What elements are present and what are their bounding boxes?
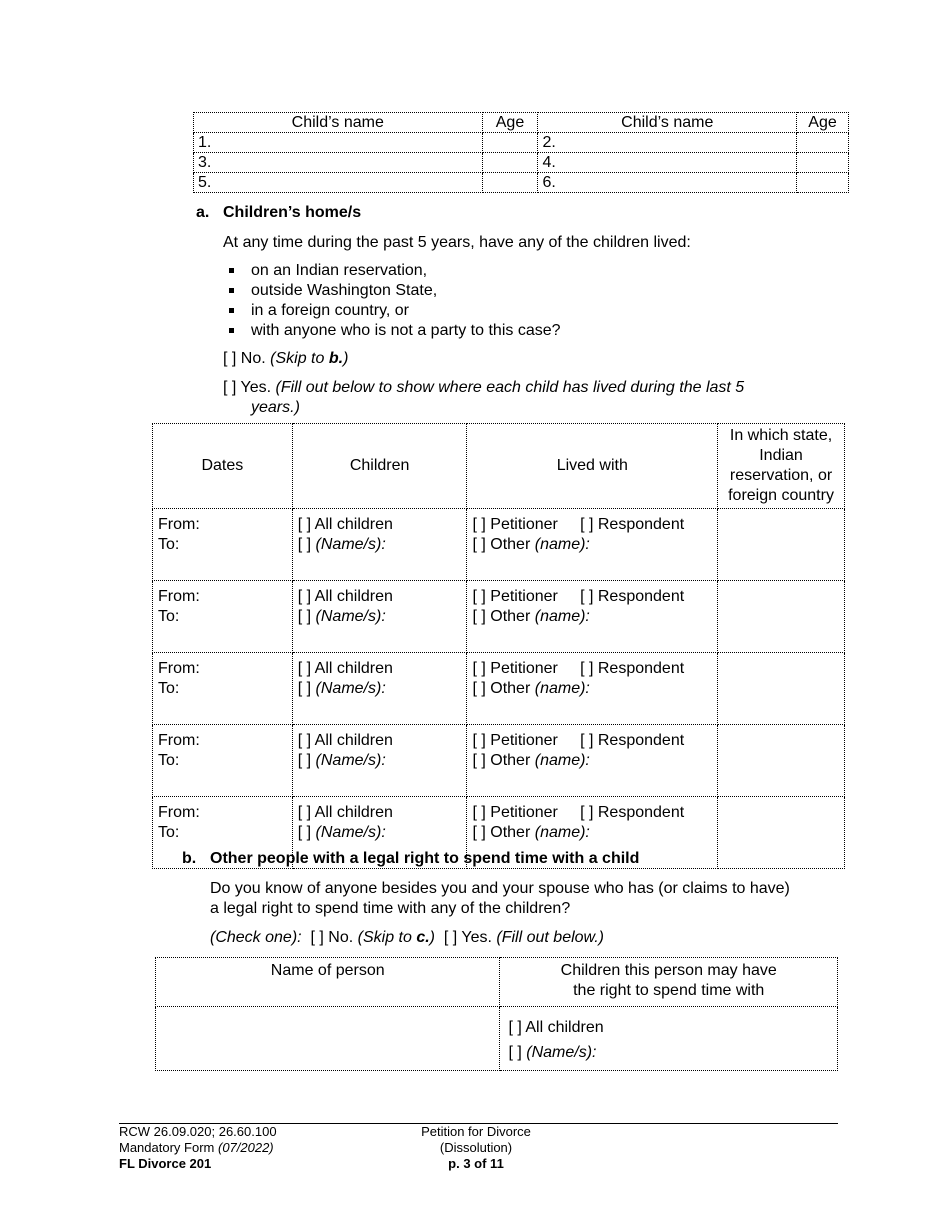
section-b-yes-note: (Fill out below.) (496, 929, 604, 946)
header-location-line1: In which state, (729, 427, 833, 444)
to-label: To: (158, 536, 180, 553)
section-a-no-option (223, 349, 348, 369)
children-cell (292, 725, 467, 797)
location-cell[interactable] (718, 725, 845, 797)
child-name-cell[interactable]: 6. (538, 173, 797, 193)
other-checkbox[interactable]: [ ] Other (472, 536, 531, 553)
section-b-question-line2: a legal right to spend time with any of the children? (210, 900, 571, 917)
other-name-label: (name): (534, 824, 590, 841)
footer-page-number: p. 3 of 11 (448, 1156, 504, 1171)
from-label: From: (158, 660, 200, 677)
children-cell (292, 509, 467, 581)
all-children-checkbox[interactable]: [ ] All children (508, 1019, 604, 1036)
section-a-no-checkbox[interactable]: [ ] (223, 350, 237, 367)
list-item: on an Indian reservation, (223, 261, 561, 281)
child-age-cell[interactable] (797, 173, 849, 193)
skip-note-prefix: (Skip to (270, 350, 329, 367)
other-checkbox[interactable]: [ ] Other (472, 608, 531, 625)
children-cell (292, 581, 467, 653)
names-checkbox[interactable]: [ ] (297, 680, 312, 697)
section-b-no-checkbox[interactable]: [ ] (310, 929, 324, 946)
header-location-line4: foreign country (728, 487, 834, 504)
all-children-checkbox[interactable]: [ ] All children (297, 732, 393, 749)
header-name-of-person: Name of person (156, 958, 500, 1007)
lived-with-cell (467, 509, 718, 581)
skip-note-target: b. (328, 350, 344, 367)
other-checkbox[interactable]: [ ] Other (472, 680, 531, 697)
header-children-rights-line2: the right to spend time with (573, 982, 765, 999)
to-label: To: (158, 752, 180, 769)
location-cell[interactable] (718, 509, 845, 581)
names-checkbox[interactable]: [ ] (508, 1044, 522, 1061)
child-name-cell[interactable]: 3. (194, 153, 483, 173)
other-name-label: (name): (534, 752, 590, 769)
petitioner-checkbox[interactable]: [ ] Petitioner (472, 516, 558, 533)
from-label: From: (158, 804, 200, 821)
header-location (718, 424, 845, 509)
header-age-1: Age (482, 113, 538, 133)
child-age-cell[interactable] (482, 133, 538, 153)
yes-instruction-line2 (251, 398, 300, 418)
section-b-no-label: No. (328, 929, 354, 946)
petitioner-checkbox[interactable]: [ ] Petitioner (472, 588, 558, 605)
names-checkbox[interactable]: [ ] (297, 824, 312, 841)
child-age-cell[interactable] (797, 153, 849, 173)
table-row (194, 133, 849, 153)
skip-note-suffix: ) (429, 929, 435, 946)
list-item: in a foreign country, or (223, 301, 561, 321)
rights-children-cell (500, 1007, 838, 1071)
yes-instruction-line2-text: years.) (251, 399, 300, 416)
lived-with-cell (467, 653, 718, 725)
header-child-name-1: Child’s name (194, 113, 483, 133)
header-children: Children (292, 424, 467, 509)
respondent-checkbox[interactable]: [ ] Respondent (580, 588, 685, 605)
legal-rights-table (155, 957, 838, 1071)
names-checkbox[interactable]: [ ] (297, 608, 312, 625)
petitioner-checkbox[interactable]: [ ] Petitioner (472, 804, 558, 821)
location-cell[interactable] (718, 581, 845, 653)
other-name-label: (name): (534, 536, 590, 553)
table-row (194, 153, 849, 173)
header-location-line2: Indian (759, 447, 803, 464)
respondent-checkbox[interactable]: [ ] Respondent (580, 804, 685, 821)
names-label: (Name/s): (315, 680, 386, 697)
children-list-table (193, 112, 849, 193)
section-b-heading: Other people with a legal right to spend time with a child (210, 850, 640, 867)
header-lived-with: Lived with (467, 424, 718, 509)
list-item: with anyone who is not a party to this case? (223, 321, 561, 341)
footer-form-date: (07/2022) (217, 1140, 274, 1155)
all-children-checkbox[interactable]: [ ] All children (297, 588, 393, 605)
other-name-label: (name): (534, 680, 590, 697)
dates-cell[interactable] (153, 509, 293, 581)
section-a-heading: Children’s home/s (223, 204, 362, 221)
section-a-no-label: No. (240, 350, 266, 367)
header-children-rights-line1: Children this person may have (560, 962, 777, 979)
from-label: From: (158, 732, 200, 749)
header-age-2: Age (797, 113, 849, 133)
footer-title: Petition for Divorce (421, 1124, 531, 1139)
respondent-checkbox[interactable]: [ ] Respondent (580, 516, 685, 533)
section-a-yes-checkbox[interactable]: [ ] (223, 379, 237, 396)
lived-with-cell (467, 581, 718, 653)
child-name-cell[interactable]: 5. (194, 173, 483, 193)
skip-note-suffix: ) (343, 350, 349, 367)
table-row (153, 509, 845, 581)
names-checkbox[interactable]: [ ] (297, 752, 312, 769)
to-label: To: (158, 608, 180, 625)
from-label: From: (158, 588, 200, 605)
section-a-yes-option (223, 378, 744, 398)
section-b-letter: b. (182, 850, 197, 867)
names-label: (Name/s): (526, 1044, 597, 1061)
names-label: (Name/s): (315, 752, 386, 769)
section-b-yes-checkbox[interactable]: [ ] (443, 929, 458, 946)
respondent-checkbox[interactable]: [ ] Respondent (580, 660, 685, 677)
dates-cell[interactable] (153, 581, 293, 653)
header-dates: Dates (153, 424, 293, 509)
table-row (194, 173, 849, 193)
to-label: To: (158, 680, 180, 697)
location-cell[interactable] (718, 797, 845, 869)
section-a-letter: a. (196, 204, 210, 221)
names-checkbox[interactable]: [ ] (297, 536, 312, 553)
section-a-yes-label: Yes. (240, 379, 272, 396)
residence-bullet-list (223, 261, 561, 341)
footer-subtitle: (Dissolution) (439, 1140, 513, 1155)
other-checkbox[interactable]: [ ] Other (472, 752, 531, 769)
child-name-cell[interactable]: 1. (194, 133, 483, 153)
table-row (153, 581, 845, 653)
homes-table-header (153, 424, 845, 509)
child-age-cell[interactable] (797, 133, 849, 153)
person-name-cell[interactable] (156, 1007, 500, 1071)
other-checkbox[interactable]: [ ] Other (472, 824, 531, 841)
from-label: From: (158, 516, 200, 533)
table-row (156, 1007, 838, 1071)
yes-instruction-line1: (Fill out below to show where each child has lived during the last 5 (275, 379, 745, 396)
children-homes-table (152, 423, 845, 869)
footer-statute: RCW 26.09.020; 26.60.100 (119, 1124, 277, 1139)
section-b-question-line1: Do you know of anyone besides you and your spouse who has (or claims to have) (210, 880, 790, 897)
child-name-cell[interactable]: 2. (538, 133, 797, 153)
header-child-name-2: Child’s name (538, 113, 797, 133)
footer-center (396, 1124, 556, 1172)
table-row (153, 653, 845, 725)
all-children-checkbox[interactable]: [ ] All children (297, 660, 393, 677)
respondent-checkbox[interactable]: [ ] Respondent (580, 732, 685, 749)
all-children-checkbox[interactable]: [ ] All children (297, 516, 393, 533)
footer-form-id: FL Divorce 201 (119, 1156, 212, 1171)
children-table-header (194, 113, 849, 133)
lived-with-cell (467, 725, 718, 797)
skip-note-prefix: (Skip to (357, 929, 417, 946)
child-age-cell[interactable] (482, 153, 538, 173)
table-row (153, 725, 845, 797)
petitioner-checkbox[interactable]: [ ] Petitioner (472, 732, 558, 749)
other-name-label: (name): (534, 608, 590, 625)
all-children-checkbox[interactable]: [ ] All children (297, 804, 393, 821)
children-cell (292, 653, 467, 725)
child-name-cell[interactable]: 4. (538, 153, 797, 173)
footer-form-type: Mandatory Form (07/2022) (119, 1140, 274, 1155)
rights-table-header (156, 958, 838, 1007)
header-children-rights (500, 958, 838, 1007)
petitioner-checkbox[interactable]: [ ] Petitioner (472, 660, 558, 677)
child-age-cell[interactable] (482, 173, 538, 193)
section-b-yes-label: Yes. (461, 929, 492, 946)
header-location-line3: reservation, or (729, 467, 833, 484)
footer-left (119, 1124, 277, 1172)
section-b-check-one (210, 928, 604, 948)
location-cell[interactable] (718, 653, 845, 725)
dates-cell[interactable] (153, 653, 293, 725)
names-label: (Name/s): (315, 608, 386, 625)
check-one-label: (Check one): (210, 929, 302, 946)
names-label: (Name/s): (315, 824, 386, 841)
to-label: To: (158, 824, 180, 841)
list-item: outside Washington State, (223, 281, 561, 301)
dates-cell[interactable] (153, 725, 293, 797)
skip-note-target: c. (416, 929, 430, 946)
names-label: (Name/s): (315, 536, 386, 553)
section-a-question: At any time during the past 5 years, have any of the children lived: (223, 234, 691, 251)
